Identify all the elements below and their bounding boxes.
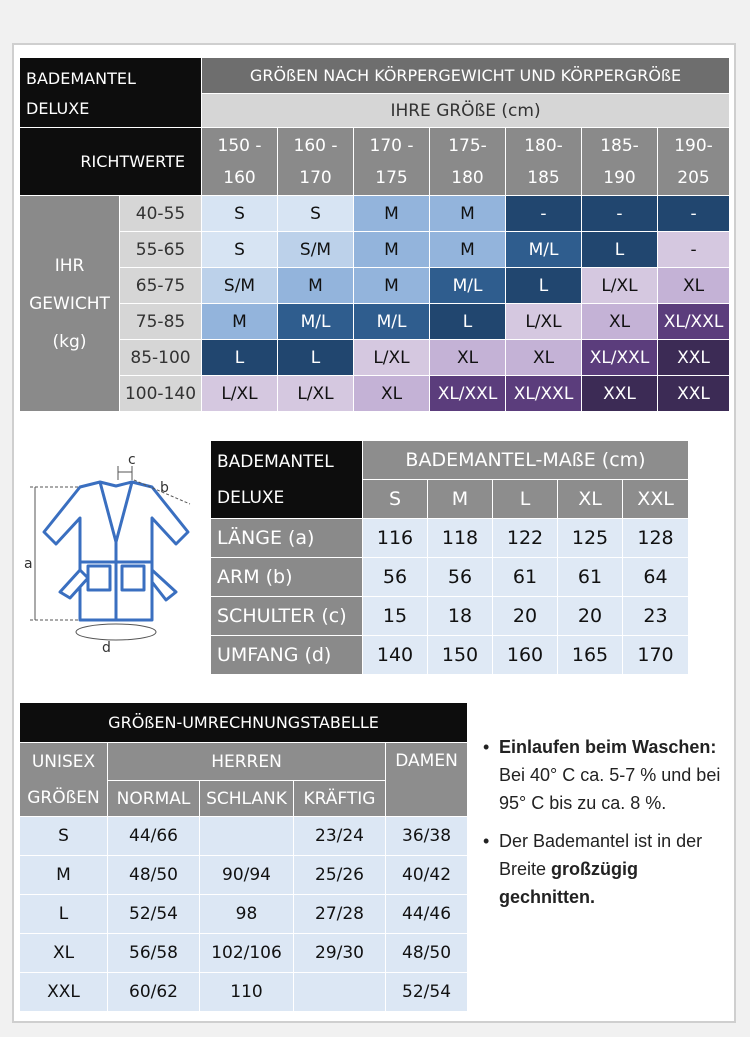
weight-range: 55-65 (120, 232, 202, 268)
size-cell: M/L (278, 304, 354, 340)
height-to: 180 (451, 167, 484, 188)
size-header: XXL (623, 480, 689, 519)
schlank-value: 102/106 (200, 934, 294, 973)
measure-label: ARM (b) (211, 558, 363, 597)
care-notes (483, 733, 733, 921)
title-line: BADEMANTEL (217, 451, 334, 472)
size-cell: XL (506, 340, 582, 376)
note-bold: großzügig gechnitten. (499, 859, 639, 907)
herren-header: HERREN (108, 743, 386, 781)
measure-label: UMFANG (d) (211, 636, 363, 675)
measure-value: 15 (363, 597, 428, 636)
weight-range: 40-55 (120, 196, 202, 232)
measure-value: 122 (493, 519, 558, 558)
unisex-size: XXL (20, 973, 108, 1012)
weight-range: 85-100 (120, 340, 202, 376)
unisex-header (20, 743, 108, 817)
schlank-value: 110 (200, 973, 294, 1012)
measure-value: 150 (428, 636, 493, 675)
normal-value: 52/54 (108, 895, 200, 934)
kraeftig-value: 23/24 (294, 817, 386, 856)
normal-value: 48/50 (108, 856, 200, 895)
height-to: 185 (527, 167, 560, 188)
size-cell: L (582, 232, 658, 268)
height-header (278, 128, 354, 196)
herren-col-header: SCHLANK (200, 781, 294, 817)
normal-value: 56/58 (108, 934, 200, 973)
bathrobe-icon (20, 442, 208, 670)
measure-value: 116 (363, 519, 428, 558)
measure-value: 125 (558, 519, 623, 558)
size-cell: XL/XXL (582, 340, 658, 376)
size-cell: L (202, 340, 278, 376)
size-cell: - (582, 196, 658, 232)
size-cell: M/L (430, 268, 506, 304)
size-header: XL (558, 480, 623, 519)
size-cell: XL (582, 304, 658, 340)
title-line: BADEMANTEL (26, 69, 136, 88)
size-cell: M/L (354, 304, 430, 340)
bathrobe-diagram (20, 442, 208, 670)
unisex-line: UNISEX (31, 751, 96, 772)
title-line: DELUXE (26, 99, 90, 118)
herren-col-header: KRÄFTIG (294, 781, 386, 817)
note-bold: Einlaufen beim Waschen: (499, 737, 717, 757)
note-text: Der Bademantel ist in der Breite (499, 831, 703, 879)
height-from: 185- (600, 135, 639, 156)
size-cell: M (278, 268, 354, 304)
unisex-line: GRÖßEN (27, 787, 100, 808)
measure-value: 56 (363, 558, 428, 597)
size-cell: S (278, 196, 354, 232)
note-shrinkage (483, 733, 733, 817)
damen-value: 52/54 (386, 973, 468, 1012)
richtwerte-label: RICHTWERTE (20, 128, 202, 196)
measure-label: LÄNGE (a) (211, 519, 363, 558)
measure-value: 160 (493, 636, 558, 675)
kraeftig-value: 29/30 (294, 934, 386, 973)
size-cell: L/XL (582, 268, 658, 304)
size-cell: XL/XXL (430, 376, 506, 412)
size-cell: M (354, 196, 430, 232)
size-cell: XL (354, 376, 430, 412)
size-cell: XL/XXL (658, 304, 730, 340)
height-from: 175- (448, 135, 487, 156)
note-text: Bei 40° C ca. 5-7 % und bei 95° C bis zu ca. 8 %. (499, 765, 721, 813)
damen-value: 36/38 (386, 817, 468, 856)
height-header (430, 128, 506, 196)
size-cell: XL/XXL (506, 376, 582, 412)
height-from: 160 - (293, 135, 338, 156)
label-b: b (160, 480, 169, 496)
size-header: S (363, 480, 428, 519)
size-cell: XXL (582, 376, 658, 412)
measure-value: 56 (428, 558, 493, 597)
damen-value: 44/46 (386, 895, 468, 934)
table-title (211, 441, 363, 519)
height-header (202, 128, 278, 196)
measure-header: BADEMANTEL-MAßE (cm) (363, 441, 689, 480)
label-a: a (24, 556, 33, 572)
measure-value: 20 (558, 597, 623, 636)
measure-value: 23 (623, 597, 689, 636)
size-cell: S (202, 196, 278, 232)
title-line: DELUXE (217, 487, 285, 508)
measure-value: 61 (558, 558, 623, 597)
unisex-size: M (20, 856, 108, 895)
measure-value: 118 (428, 519, 493, 558)
height-from: 180- (524, 135, 563, 156)
measure-value: 128 (623, 519, 689, 558)
measure-value: 20 (493, 597, 558, 636)
height-header (354, 128, 430, 196)
measure-value: 18 (428, 597, 493, 636)
measure-value: 165 (558, 636, 623, 675)
height-from: 170 - (369, 135, 414, 156)
size-cell: L/XL (354, 340, 430, 376)
size-header: L (493, 480, 558, 519)
schlank-value: 98 (200, 895, 294, 934)
height-from: 190- (674, 135, 713, 156)
conversion-title: GRÖßEN-UMRECHNUNGSTABELLE (20, 703, 468, 743)
size-cell: XXL (658, 340, 730, 376)
weight-range: 100-140 (120, 376, 202, 412)
unisex-size: XL (20, 934, 108, 973)
bullet: • (483, 831, 490, 851)
damen-value: 40/42 (386, 856, 468, 895)
height-header (582, 128, 658, 196)
size-cell: S/M (278, 232, 354, 268)
unisex-size: S (20, 817, 108, 856)
size-cell: L (430, 304, 506, 340)
size-cell: M (354, 268, 430, 304)
size-cell: L/XL (202, 376, 278, 412)
size-cell: M (202, 304, 278, 340)
size-cell: XL (430, 340, 506, 376)
normal-value: 44/66 (108, 817, 200, 856)
size-cell: - (658, 196, 730, 232)
label-d: d (102, 640, 111, 656)
size-cell: M (430, 232, 506, 268)
bullet: • (483, 737, 490, 757)
size-recommendation-table (19, 57, 730, 412)
weight-range: 65-75 (120, 268, 202, 304)
measure-value: 140 (363, 636, 428, 675)
height-to: 190 (603, 167, 636, 188)
weight-label-line: (kg) (52, 331, 87, 352)
weight-label-line: IHR (54, 255, 85, 276)
table-title (20, 58, 202, 128)
main-header: GRÖßEN NACH KÖRPERGEWICHT UND KÖRPERGRÖßE (202, 58, 730, 94)
measure-label: SCHULTER (c) (211, 597, 363, 636)
damen-value: 48/50 (386, 934, 468, 973)
size-cell: - (506, 196, 582, 232)
schlank-value (200, 817, 294, 856)
size-cell: L (278, 340, 354, 376)
kraeftig-value: 25/26 (294, 856, 386, 895)
size-cell: M (430, 196, 506, 232)
schlank-value: 90/94 (200, 856, 294, 895)
size-cell: S/M (202, 268, 278, 304)
label-c: c (128, 452, 136, 468)
herren-col-header: NORMAL (108, 781, 200, 817)
weight-range: 75-85 (120, 304, 202, 340)
height-to: 205 (677, 167, 710, 188)
damen-header: DAMEN (386, 743, 468, 817)
height-header (658, 128, 730, 196)
robe-measurements-table (210, 440, 689, 675)
kraeftig-value: 27/28 (294, 895, 386, 934)
kraeftig-value (294, 973, 386, 1012)
unisex-size: L (20, 895, 108, 934)
size-cell: XXL (658, 376, 730, 412)
size-cell: XL (658, 268, 730, 304)
height-from: 150 - (217, 135, 262, 156)
height-to: 170 (299, 167, 332, 188)
measure-value: 170 (623, 636, 689, 675)
measure-value: 64 (623, 558, 689, 597)
measure-value: 61 (493, 558, 558, 597)
note-fit (483, 827, 733, 911)
weight-label-line: GEWICHT (29, 293, 110, 314)
normal-value: 60/62 (108, 973, 200, 1012)
height-to: 175 (375, 167, 408, 188)
size-cell: L/XL (506, 304, 582, 340)
size-conversion-table (19, 702, 468, 1012)
height-header (506, 128, 582, 196)
size-cell: S (202, 232, 278, 268)
size-cell: - (658, 232, 730, 268)
size-header: M (428, 480, 493, 519)
weight-label (20, 196, 120, 412)
size-cell: L/XL (278, 376, 354, 412)
size-cell: L (506, 268, 582, 304)
size-cell: M (354, 232, 430, 268)
sub-header: IHRE GRÖßE (cm) (202, 94, 730, 128)
height-to: 160 (223, 167, 256, 188)
size-cell: M/L (506, 232, 582, 268)
